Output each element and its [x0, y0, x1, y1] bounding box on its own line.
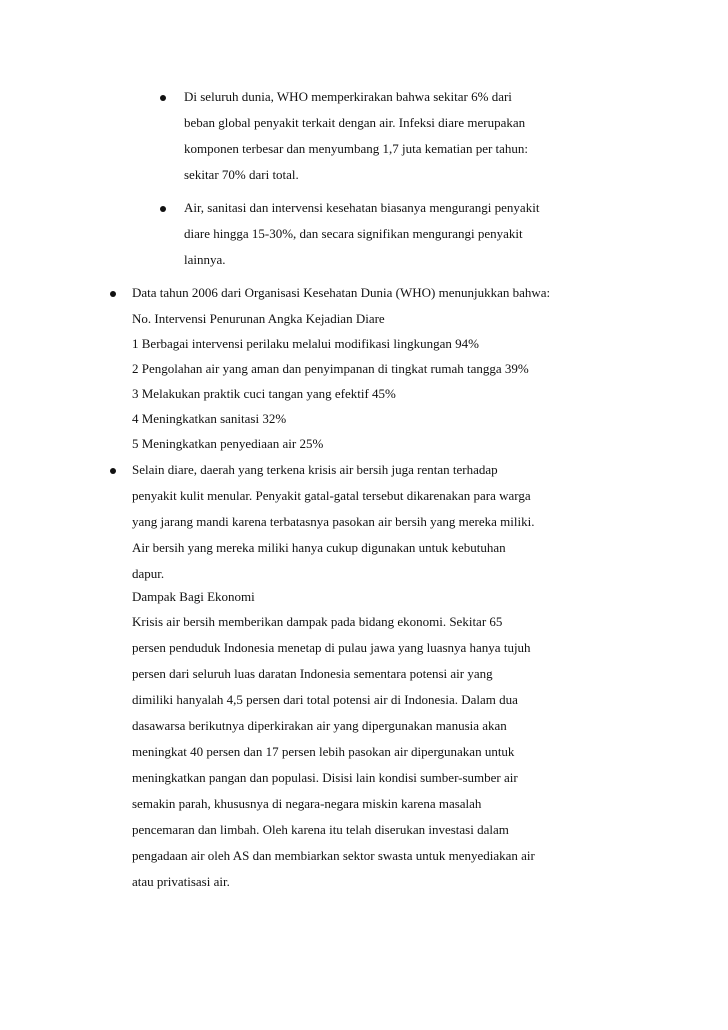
paragraph-line: semakin parah, khususnya di negara-negara miskin karena masalah [132, 796, 482, 811]
table-row-line: 2 Pengolahan air yang aman dan penyimpanan di tingkat rumah tangga 39% [132, 361, 529, 376]
table-row-line: 5 Meningkatkan penyediaan air 25% [132, 436, 324, 451]
paragraph-line: persen penduduk Indonesia menetap di pulau jawa yang luasnya hanya tujuh [132, 640, 531, 655]
paragraph-line: atau privatisasi air. [132, 874, 230, 889]
bullet-dot [110, 468, 116, 474]
paragraph-line: meningkat 40 persen dan 17 persen lebih pasokan air dipergunakan untuk [132, 744, 515, 759]
paragraph-line: yang jarang mandi karena terbatasnya pasokan air bersih yang mereka miliki. [132, 514, 535, 529]
bullet-dot [110, 291, 116, 297]
paragraph-line: Krisis air bersih memberikan dampak pada bidang ekonomi. Sekitar 65 [132, 614, 503, 629]
paragraph-line: Di seluruh dunia, WHO memperkirakan bahwa sekitar 6% dari [184, 89, 512, 104]
table-row-line: 4 Meningkatkan sanitasi 32% [132, 411, 287, 426]
paragraph-line: komponen terbesar dan menyumbang 1,7 juta kematian per tahun: [184, 141, 529, 156]
paragraph-line: diare hingga 15-30%, dan secara signifikan mengurangi penyakit [184, 226, 523, 241]
paragraph-line: beban global penyakit terkait dengan air. Infeksi diare merupakan [184, 115, 526, 130]
paragraph-line: sekitar 70% dari total. [184, 167, 299, 182]
bullet-dot [160, 95, 166, 101]
paragraph-line: dimiliki hanyalah 4,5 persen dari total potensi air di Indonesia. Dalam dua [132, 692, 518, 707]
paragraph-line: persen dari seluruh luas daratan Indonesia sementara potensi air yang [132, 666, 493, 681]
paragraph-line: meningkatkan pangan dan populasi. Disisi lain kondisi sumber-sumber air [132, 770, 518, 785]
paragraph-line: Air bersih yang mereka miliki hanya cukup digunakan untuk kebutuhan [132, 540, 506, 555]
paragraph-line: pencemaran dan limbah. Oleh karena itu telah diserukan investasi dalam [132, 822, 509, 837]
paragraph-line: Selain diare, daerah yang terkena krisis air bersih juga rentan terhadap [132, 462, 498, 477]
paragraph-line: Air, sanitasi dan intervensi kesehatan biasanya mengurangi penyakit [184, 200, 540, 215]
table-row-line: 3 Melakukan praktik cuci tangan yang efektif 45% [132, 386, 396, 401]
paragraph-line: pengadaan air oleh AS dan membiarkan sektor swasta untuk menyediakan air [132, 848, 535, 863]
paragraph-line: penyakit kulit menular. Penyakit gatal-gatal tersebut dikarenakan para warga [132, 488, 531, 503]
bullet-dot [160, 206, 166, 212]
table-header-line: No. Intervensi Penurunan Angka Kejadian Diare [132, 311, 385, 326]
paragraph-line: dasawarsa berikutnya diperkirakan air yang dipergunakan manusia akan [132, 718, 507, 733]
paragraph-line: Data tahun 2006 dari Organisasi Kesehatan Dunia (WHO) menunjukkan bahwa: [132, 285, 551, 300]
table-row-line: 1 Berbagai intervensi perilaku melalui modifikasi lingkungan 94% [132, 336, 479, 351]
paragraph-line: lainnya. [184, 252, 226, 267]
section-heading: Dampak Bagi Ekonomi [132, 589, 255, 604]
paragraph-line: dapur. [132, 566, 165, 581]
